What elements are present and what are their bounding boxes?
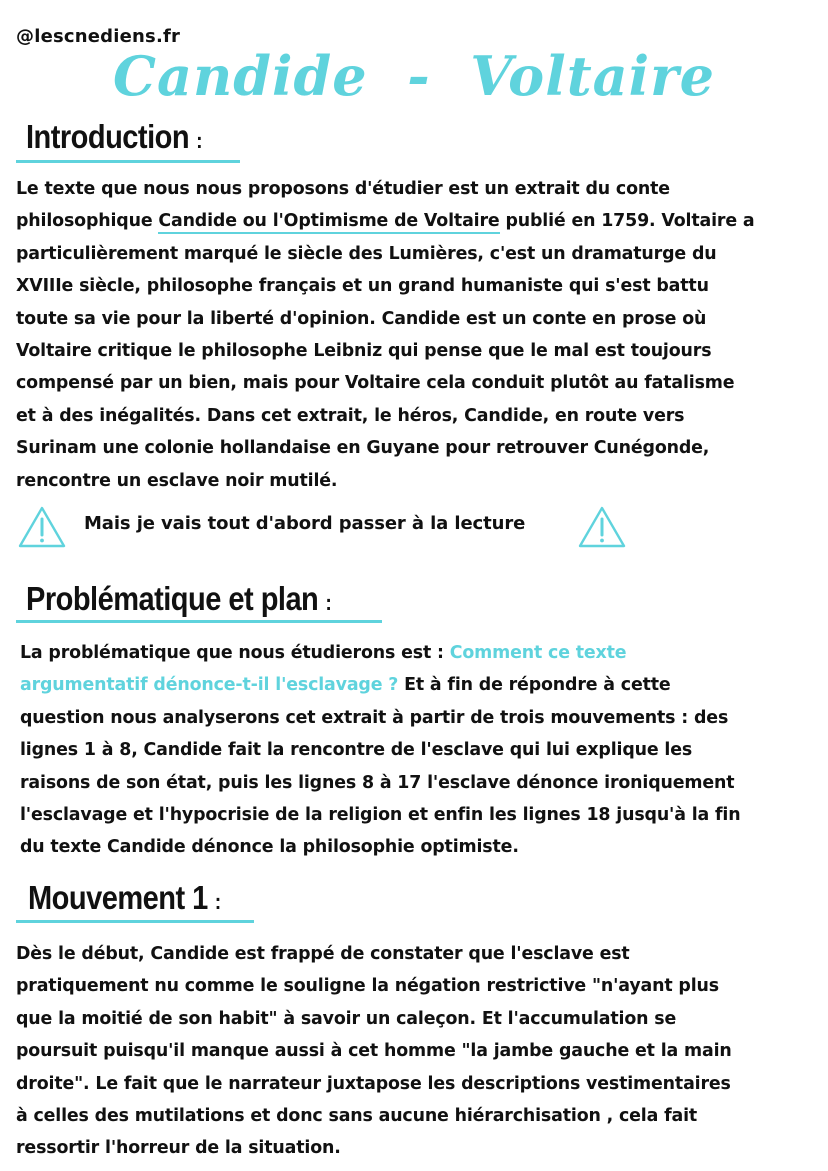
text-line: Dès le début, Candide est frappé de constater que l'esclave est [16, 944, 630, 964]
text-line: compensé par un bien, mais pour Voltaire cela conduit plutôt au fatalisme [16, 373, 735, 394]
introduction-paragraph [16, 173, 816, 497]
introduction-heading-text: Introduction [26, 118, 190, 155]
text-line: XVIIIe siècle, philosophe français et un grand humaniste qui s'est battu [16, 276, 709, 297]
problem-question-highlight: argumentatif dénonce-t-il l'esclavage ? [20, 675, 399, 696]
problematique-heading-underline [16, 620, 382, 623]
warning-row [18, 505, 638, 549]
mouvement1-heading-text: Mouvement 1 [28, 879, 208, 916]
text-line: rencontre un esclave noir mutilé. [16, 470, 338, 491]
text-line: Le texte que nous nous proposons d'étudier est un extrait du conte [16, 179, 670, 199]
text-line: que la moitié de son habit" à savoir un caleçon. Et l'accumulation se [16, 1008, 677, 1029]
text-line: et à des inégalités. Dans cet extrait, le héros, Candide, en route vers [16, 405, 685, 426]
mouvement1-heading-underline [16, 920, 254, 923]
text-line [20, 669, 820, 701]
problematique-heading-colon: : [325, 590, 332, 615]
warning-triangle-icon [578, 505, 626, 549]
text-line: toute sa vie pour la liberté d'opinion. Candide est un conte en prose où [16, 308, 707, 329]
text-line: droite". Le fait que le narrateur juxtapose les descriptions vestimentaires [16, 1073, 731, 1094]
text-line: ressortir l'horreur de la situation. [16, 1138, 341, 1159]
problematique-paragraph [20, 637, 820, 864]
text-line: Surinam une colonie hollandaise en Guyane pour retrouver Cunégonde, [16, 438, 710, 459]
problematique-heading [26, 580, 331, 618]
text-fragment: philosophique [16, 211, 159, 232]
text-line: lignes 1 à 8, Candide fait la rencontre de l'esclave qui lui explique les [20, 740, 693, 761]
text-line: l'esclavage et l'hypocrisie de la religion et enfin les lignes 18 jusqu'à la fin [20, 805, 741, 826]
text-fragment: La problématique que nous étudierons est : [20, 643, 450, 663]
text-line: du texte Candide dénonce la philosophie optimiste. [20, 837, 519, 858]
mouvement1-paragraph [16, 938, 816, 1165]
page-title: Candide - Voltaire [113, 44, 715, 108]
text-line: pratiquement nu comme le souligne la négation restrictive "n'ayant plus [16, 976, 719, 997]
problematique-heading-text: Problématique et plan [26, 580, 319, 617]
text-line [20, 637, 820, 669]
text-fragment: publié en 1759. Voltaire a [499, 211, 755, 232]
introduction-heading [26, 118, 202, 156]
warning-triangle-icon [18, 505, 66, 549]
text-fragment: Et à fin de répondre à cette [398, 675, 671, 696]
introduction-heading-underline [16, 160, 240, 163]
text-line: particulièrement marqué le siècle des Lumières, c'est un dramaturge du [16, 243, 717, 264]
text-line: à celles des mutilations et donc sans aucune hiérarchisation , cela fait [16, 1106, 698, 1127]
introduction-heading-colon: : [196, 128, 202, 153]
text-line [16, 205, 816, 237]
text-line: question nous analyserons cet extrait à partir de trois mouvements : des [20, 707, 729, 728]
text-line: raisons de son état, puis les lignes 8 à 17 l'esclave dénonce ironiquement [20, 772, 735, 793]
mouvement1-heading-colon: : [214, 889, 221, 914]
text-line: Voltaire critique le philosophe Leibniz qui pense que le mal est toujours [16, 341, 712, 362]
handle: @lescnediens.fr [16, 26, 181, 47]
text-line: poursuit puisqu'il manque aussi à cet homme "la jambe gauche et la main [16, 1041, 732, 1062]
warning-text: Mais je vais tout d'abord passer à la lecture [84, 513, 526, 534]
problem-question-highlight: Comment ce texte [449, 643, 627, 663]
mouvement1-heading [28, 879, 221, 917]
work-title-underlined: Candide ou l'Optimisme de Voltaire [158, 211, 499, 234]
